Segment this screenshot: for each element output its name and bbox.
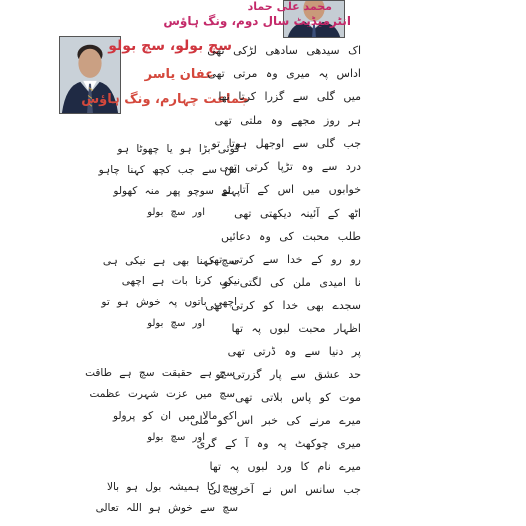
poem-line: خوابوں میں اس کے آتا تو xyxy=(222,183,361,196)
left-author-class: جماعت چہارم، ونگ ہاؤس xyxy=(81,92,249,107)
poem-refrain: اور سچ بولو xyxy=(147,318,205,329)
poem-line: میرے نام کا ورد لبوں پہ تھا xyxy=(209,460,361,473)
poem-line: رو رو کے خدا سے کرتی تھی xyxy=(204,253,361,266)
poem-line: جب سانس اس نے آخری لی xyxy=(208,483,361,496)
poem-line: ہر روز مجھے وہ ملتی تھی xyxy=(214,114,361,127)
poem-line: پر دنیا سے وہ ڈرتی تھی xyxy=(227,345,361,358)
poem-line: نیکی کرنا بات ہے اچھی xyxy=(121,275,240,287)
poem-line: جب گلی سے اوجھل ہوتا تو xyxy=(211,137,361,150)
poem-refrain: اور سچ بولو xyxy=(147,207,205,218)
poem-line: اس سے جب کچھ کہنا چاہو xyxy=(98,164,240,176)
poem-line: پہلے سوچو پھر منہ کھولو xyxy=(113,185,240,197)
left-author-name: عفان یاسر xyxy=(144,67,214,82)
poem-line: سچ کا ہمیشہ بول ہو بالا xyxy=(106,481,238,493)
poem-line: اداس پہ میری وہ مرتی تھی xyxy=(207,67,361,80)
poem-line: سچ میں عزت شہرت عظمت xyxy=(89,388,235,400)
poem-title: سچ بولو، سچ بولو xyxy=(108,38,232,54)
poem-line: سچ سے خوش ہو اللہ تعالی xyxy=(95,502,238,514)
poem-line: اچھی باتوں پہ خوش ہو تو xyxy=(101,296,237,308)
poem-line: اظہار محبت لبوں پہ تھا xyxy=(231,322,361,335)
poem-line: نا امیدی ملن کی لگتی تو xyxy=(222,276,361,289)
poem-line: اک مالا میں ان کو پرولو xyxy=(112,410,237,422)
poem-line: میری چوکھٹ پہ وہ آ کے گری xyxy=(196,437,361,450)
poem-line: حد عشق سے پار گزرتی تو xyxy=(215,368,361,381)
poem-line: سچ کہنا بھی ہے نیکی ہی xyxy=(102,255,237,267)
poem-line: اٹھ کے آئینہ دیکھتی تھی xyxy=(234,207,361,220)
poem-line: طلب محبت کی وہ دعائیں xyxy=(220,230,361,243)
right-author-name: محمد علی حماد xyxy=(247,0,332,13)
poem-line: درد سے وہ تڑپا کرتی تھی xyxy=(219,160,361,173)
poem-refrain: اور سچ بولو xyxy=(147,432,205,443)
right-author-class: انٹرمیڈیٹ سال دوم، ونگ ہاؤس xyxy=(163,14,351,28)
poem-line: کوئی بڑا ہو یا چھوٹا ہو xyxy=(117,143,240,155)
poem-line: سچ ہے حقیقت سچ ہے طاقت xyxy=(85,367,235,379)
poem-line: سجدے بھی خدا کو کرتی تھی xyxy=(205,299,361,312)
poem-line: میں گلی سے گزرا کرتا تھا xyxy=(218,90,361,103)
poem-line: اک سیدھی سادھی لڑکی تھی xyxy=(207,44,361,57)
poem-line: موت کو پاس بلاتی تھی xyxy=(235,391,361,404)
poem-line: میرے مرنے کی خبر اس کو ملی xyxy=(190,414,361,427)
